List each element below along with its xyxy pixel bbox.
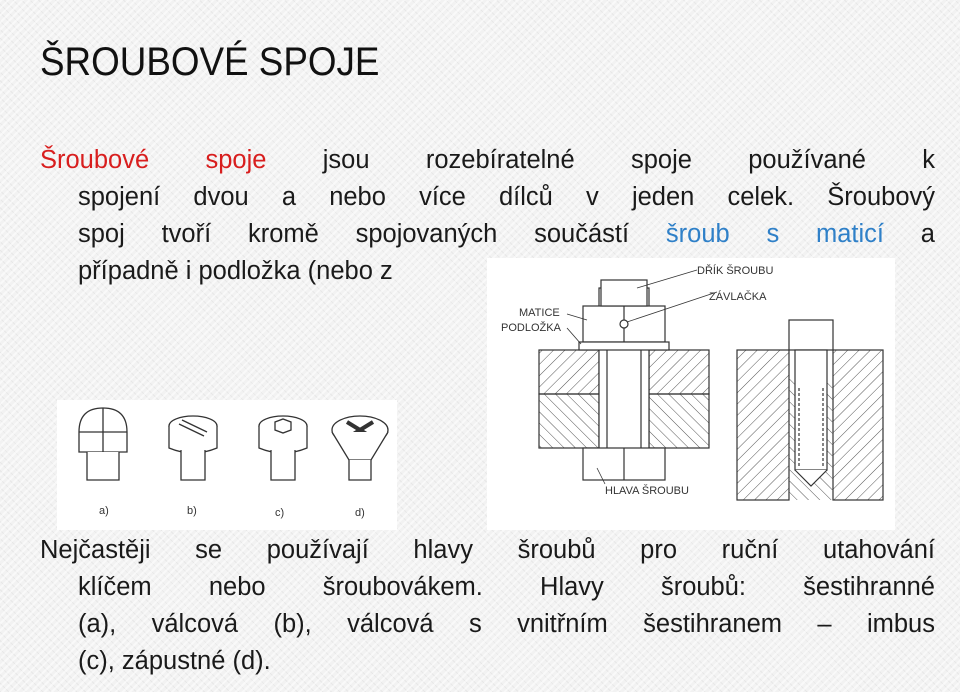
bolted-joint-drawing <box>487 258 895 530</box>
cotter-pin <box>620 320 628 328</box>
slotted-cylinder-head-drawing <box>169 416 217 480</box>
intro-line-2: spojení dvou a nebo více dílců v jeden celek. Šroubový <box>78 183 935 211</box>
screw-shank-right <box>795 350 827 470</box>
heads-line-4: (c), zápustné (d). <box>78 647 271 675</box>
highlight-term-sroubove-spoje: Šroubové spoje <box>40 146 267 174</box>
right-plate-left <box>737 350 789 500</box>
intro-line-1: Šroubové spoje jsou rozebíratelné spoje používané k <box>40 146 935 174</box>
label-d: d) <box>355 507 365 519</box>
right-plate-right <box>833 350 883 500</box>
bolted-joint-figure <box>487 258 895 530</box>
label-c: c) <box>275 507 285 519</box>
label-hlava-sroubu: HLAVA ŠROUBU <box>605 485 689 497</box>
heads-paragraph <box>40 532 935 680</box>
heads-line-1: Nejčastěji se používají hlavy šroubů pro ruční utahování <box>40 536 935 564</box>
label-drik-sroubu: DŘÍK ŠROUBU <box>697 265 774 277</box>
plate-bottom-right <box>649 394 709 448</box>
plate-top-left <box>539 350 599 394</box>
washer <box>579 342 669 350</box>
plate-top-right <box>649 350 709 394</box>
screw-heads-drawing <box>57 400 397 530</box>
heads-line-3: (a), válcová (b), válcová s vnitřním šestihranem – imbus <box>78 610 935 638</box>
hex-head-bolt-drawing <box>79 408 127 480</box>
label-b: b) <box>187 505 197 517</box>
highlight-term-sroub-s-matici: šroub s maticí <box>665 220 885 248</box>
screw-heads-figure <box>57 400 397 530</box>
socket-head-drawing <box>259 416 307 480</box>
label-podlozka: PODLOŽKA <box>501 322 561 334</box>
heads-line-2: klíčem nebo šroubovákem. Hlavy šroubů: šestihranné <box>78 573 935 601</box>
slide-title: ŠROUBOVÉ SPOJE <box>40 40 380 84</box>
intro-line-4: případně i podložka (nebo z <box>78 257 393 285</box>
label-matice: MATICE <box>519 307 560 319</box>
countersunk-cross-head-drawing <box>332 416 388 480</box>
screw-head-right <box>789 320 833 350</box>
plate-bottom-left <box>539 394 599 448</box>
label-a: a) <box>99 505 109 517</box>
intro-line-3: spoj tvoří kromě spojovaných součástí šroub s maticí a <box>78 220 935 248</box>
label-zavlacka: ZÁVLAČKA <box>709 291 767 303</box>
